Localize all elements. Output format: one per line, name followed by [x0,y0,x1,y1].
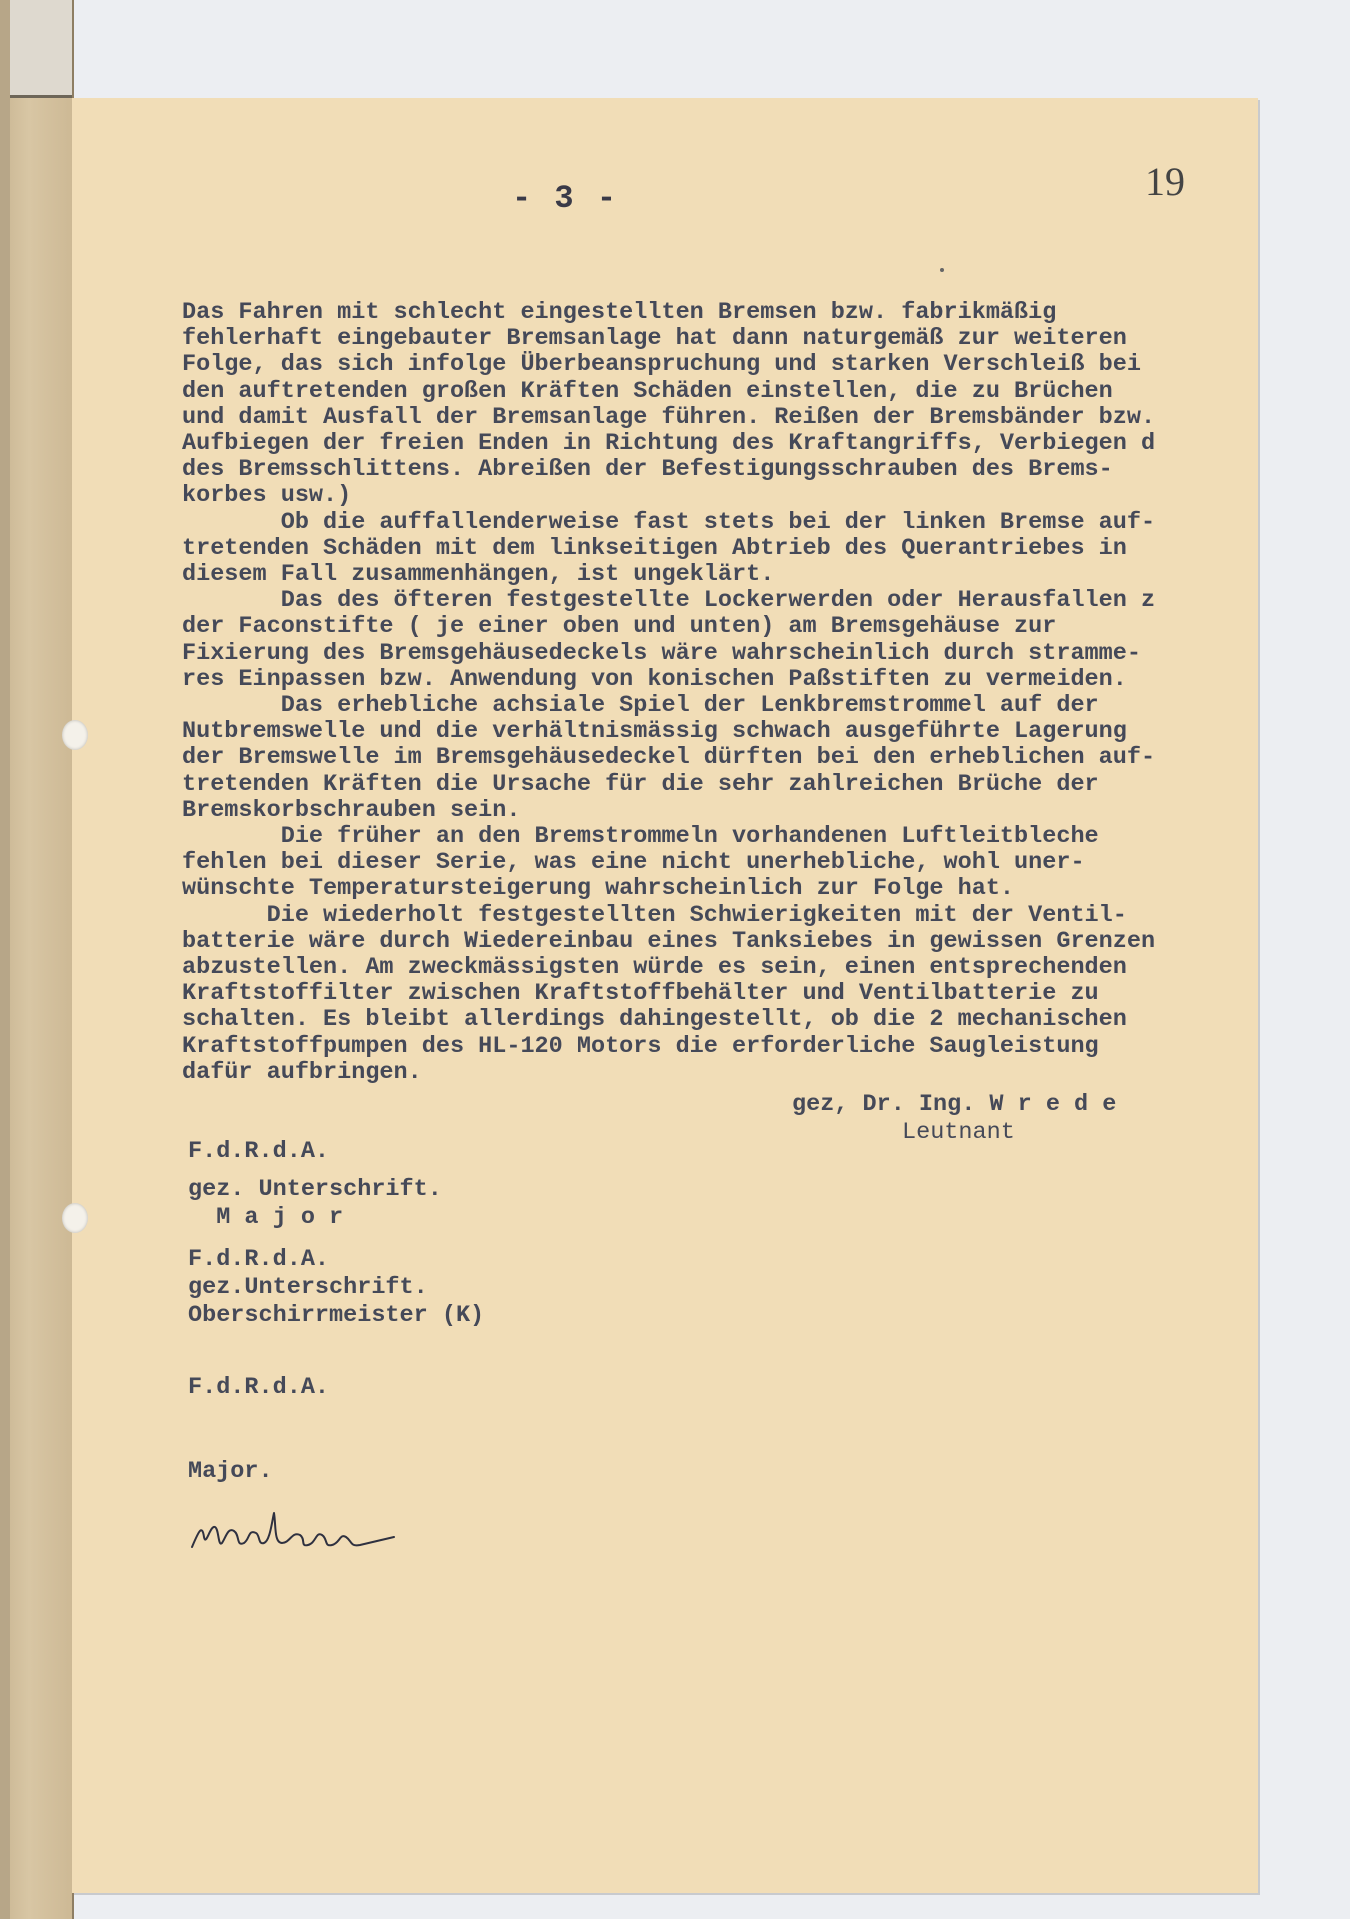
signature-note: gez. Unterschrift. [188,1176,442,1203]
body-line: diesem Fall zusammenhängen, ist ungeklärt. [182,561,775,589]
signer-rank: M a j o r [188,1204,344,1231]
body-line: dafür aufbringen. [182,1058,422,1086]
body-line: abzustellen. Am zweckmässigsten würde es sein, einen entsprechenden [182,954,1127,982]
certification-label: F.d.R.d.A. [188,1374,330,1401]
certification-label: F.d.R.d.A. [188,1138,330,1165]
body-line: der Bremswelle im Bremsgehäusedeckel dürften bei den erheblichen auf- [182,744,1156,772]
body-line: Bremskorbschrauben sein. [182,796,521,824]
body-line: Das erhebliche achsiale Spiel der Lenkbremstrommel auf der [182,692,1099,720]
document-page [72,98,1258,1893]
body-line: des Bremsschlittens. Abreißen der Befestigungsschrauben des Brems- [182,456,1113,484]
punch-hole-top [62,720,88,750]
ink-mark [940,268,944,272]
body-line: wünschte Temperatursteigerung wahrscheinlich zur Folge hat. [182,875,1015,903]
body-line: und damit Ausfall der Bremsanlage führen. Reißen der Bremsbänder bzw. [182,403,1156,431]
body-line: Fixierung des Bremsgehäusedeckels wäre wahrscheinlich durch stramme- [182,639,1141,667]
body-line: fehlerhaft eingebauter Bremsanlage hat dann naturgemäß zur weiteren [182,325,1127,353]
body-line: tretenden Schäden mit dem linkseitigen Abtrieb des Querantriebes in [182,534,1127,562]
body-line: Ob die auffallenderweise fast stets bei der linken Bremse auf- [182,508,1156,536]
body-line: Aufbiegen der freien Enden in Richtung des Kraftangriffs, Verbiegen d [182,430,1156,458]
body-line: Folge, das sich infolge Überbeanspruchung und starken Verschleiß bei [182,351,1141,379]
signature-note: gez.Unterschrift. [188,1274,428,1301]
body-line: batterie wäre durch Wiedereinbau eines Tanksiebes in gewissen Grenzen [182,927,1156,955]
punch-hole-bottom [62,1203,88,1233]
certification-label: F.d.R.d.A. [188,1246,330,1273]
certification-block-2 [188,1246,484,1330]
body-line: schalten. Es bleibt allerdings dahingestellt, ob die 2 mechanischen [182,1006,1127,1034]
body-line: korbes usw.) [182,482,352,510]
adjacent-page-edge [0,0,74,1919]
signoff-block [792,1091,1116,1147]
body-line: Die früher an den Bremstrommeln vorhandenen Luftleitbleche [182,823,1099,851]
page-number: - 3 - [512,180,619,217]
body-text [182,300,1257,1086]
signer-rank: Major. [188,1458,273,1485]
body-line: Das Fahren mit schlecht eingestellten Bremsen bzw. fabrikmäßig [182,299,1057,326]
signoff-rank: Leutnant [902,1119,1015,1146]
folio-number: 19 [1145,159,1185,204]
certification-block-3 [188,1374,329,1402]
body-line: fehlen bei dieser Serie, was eine nicht unerhebliche, wohl uner- [182,849,1085,877]
body-line: den auftretenden großen Kräften Schäden einstellen, die zu Brüchen [182,377,1113,405]
body-line: Kraftstoffilter zwischen Kraftstoffbehälter und Ventilbatterie zu [182,980,1099,1008]
body-line: der Faconstifte ( je einer oben und unten) am Bremsgehäuse zur [182,613,1057,641]
body-line: Die wiederholt festgestellten Schwierigkeiten mit der Ventil- [182,901,1127,929]
body-line: Nutbremswelle und die verhältnismässig schwach ausgeführte Lagerung [182,718,1127,746]
handwritten-signature [188,1503,398,1559]
certification-block-3-rank [188,1458,273,1486]
signoff-name: gez, Dr. Ing. W r e d e [792,1091,1117,1118]
signature-text: MacLean [188,1557,193,1558]
binder-clip [10,0,72,98]
certification-block-1 [188,1138,442,1232]
body-line: Kraftstoffpumpen des HL-120 Motors die erforderliche Saugleistung [182,1032,1099,1060]
signer-rank: Oberschirrmeister (K) [188,1302,485,1329]
body-line: Das des öfteren festgestellte Lockerwerden oder Herausfallen z [182,587,1156,615]
body-line: tretenden Kräften die Ursache für die sehr zahlreichen Brüche der [182,770,1099,798]
body-line: res Einpassen bzw. Anwendung von konischen Paßstiften zu vermeiden. [182,665,1127,693]
binder-strip [0,0,10,1919]
